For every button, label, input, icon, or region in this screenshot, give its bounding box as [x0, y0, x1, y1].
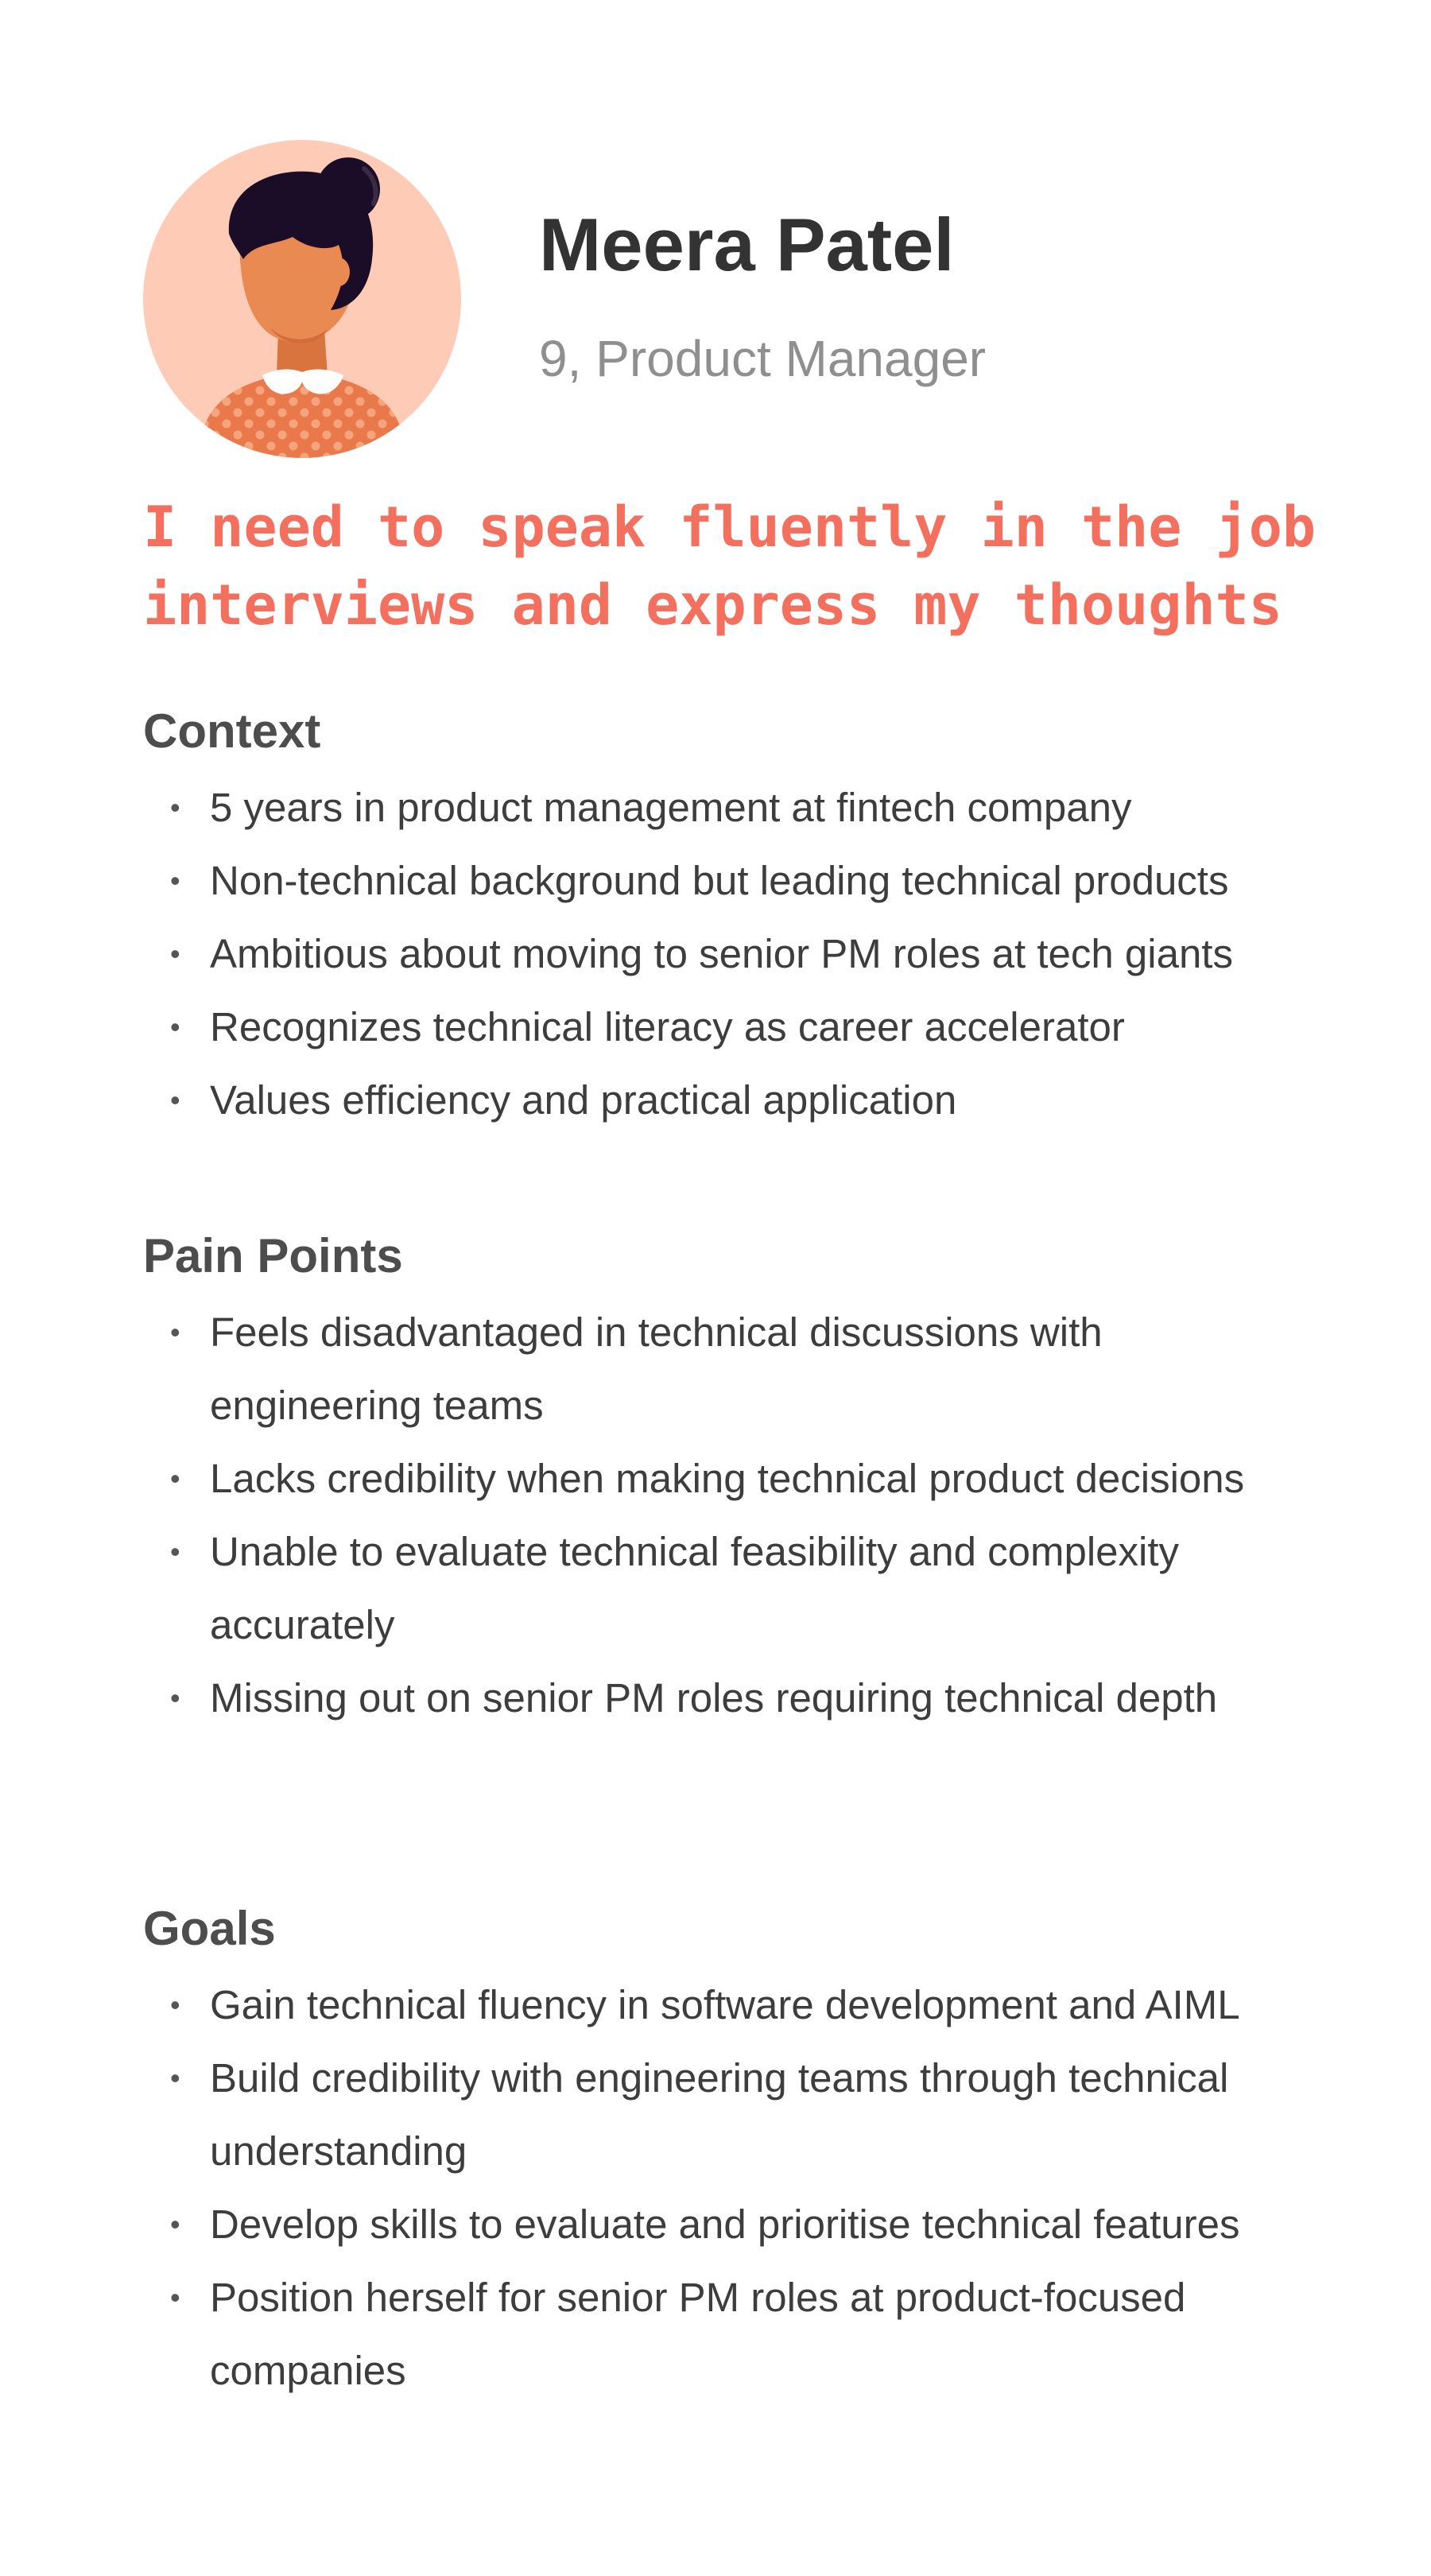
profile-header	[143, 140, 1288, 458]
context-list	[143, 771, 1304, 1137]
pain-points-section	[143, 1223, 1304, 1735]
persona-name: Meera Patel	[539, 203, 955, 286]
section-title: Goals	[143, 1902, 276, 1955]
list-item-text: Values efficiency and practical application	[210, 1077, 957, 1123]
list-item	[143, 1064, 1304, 1137]
section-title: Pain Points	[143, 1229, 403, 1282]
persona-quote: I need to speak fluently in the job interviews and express my thoughts	[143, 495, 1317, 638]
persona-subtitle: 9, Product Manager	[539, 330, 987, 387]
list-item	[143, 2261, 1304, 2407]
bullet-icon: •	[170, 937, 180, 970]
bullet-icon: •	[170, 1988, 180, 2021]
list-item-text: Non-technical background but leading technical products	[210, 858, 1229, 903]
bullet-icon: •	[170, 2062, 180, 2094]
list-item	[143, 1442, 1304, 1515]
list-item-text: Gain technical fluency in software development and AIML	[210, 1982, 1240, 2027]
bullet-icon: •	[170, 1682, 180, 1714]
bullet-icon: •	[170, 1011, 180, 1043]
bullet-icon: •	[170, 2281, 180, 2314]
context-section	[143, 698, 1304, 1137]
bullet-icon: •	[170, 1316, 180, 1348]
list-item-text: 5 years in product management at fintech company	[210, 785, 1132, 830]
list-item	[143, 1515, 1304, 1662]
list-item-text: Develop skills to evaluate and prioritise technical features	[210, 2202, 1240, 2247]
list-item-text: Lacks credibility when making technical product decisions	[210, 1456, 1245, 1501]
list-item	[143, 2042, 1304, 2188]
list-item-text: Build credibility with engineering teams through technical understanding	[210, 2055, 1229, 2174]
list-item	[143, 991, 1304, 1064]
list-item	[143, 918, 1304, 991]
section-title: Context	[143, 704, 321, 758]
bullet-icon: •	[170, 1535, 180, 1568]
pain-points-list	[143, 1296, 1304, 1735]
list-item	[143, 844, 1304, 918]
list-item-text: Unable to evaluate technical feasibility and complexity accurately	[210, 1529, 1180, 1647]
bullet-icon: •	[170, 1084, 180, 1116]
list-item	[143, 771, 1304, 844]
list-item	[143, 1296, 1304, 1442]
woman-avatar-icon	[143, 140, 461, 458]
goals-section	[143, 1895, 1304, 2407]
list-item	[143, 1969, 1304, 2042]
list-item-text: Missing out on senior PM roles requiring technical depth	[210, 1675, 1218, 1721]
bullet-icon: •	[170, 864, 180, 897]
list-item-text: Position herself for senior PM roles at product-focused companies	[210, 2275, 1186, 2393]
list-item	[143, 1662, 1304, 1735]
bullet-icon: •	[170, 1462, 180, 1495]
list-item-text: Ambitious about moving to senior PM roles at tech giants	[210, 931, 1233, 976]
bullet-icon: •	[170, 2208, 180, 2240]
list-item-text: Recognizes technical literacy as career accelerator	[210, 1004, 1125, 1049]
list-item	[143, 2188, 1304, 2261]
list-item-text: Feels disadvantaged in technical discussions with engineering teams	[210, 1309, 1103, 1428]
goals-list	[143, 1969, 1304, 2407]
avatar	[143, 140, 461, 458]
bullet-icon: •	[170, 791, 180, 824]
